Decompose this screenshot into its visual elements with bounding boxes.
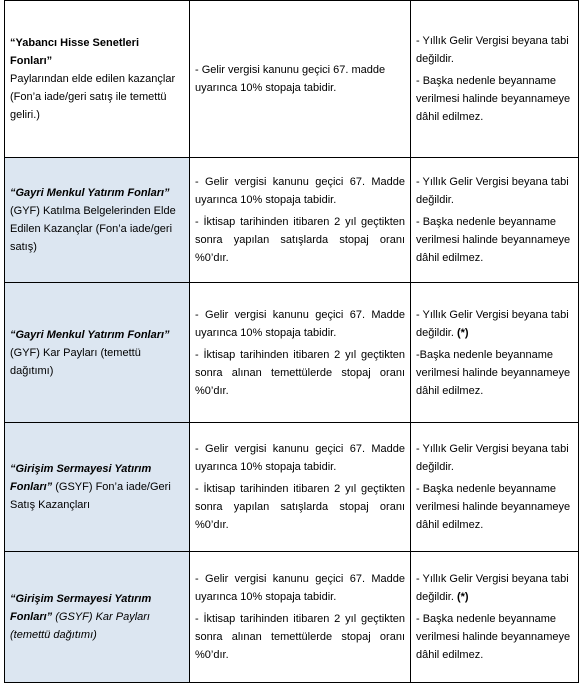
fund-description: (GSYF) Fon’a iade/Geri Satış Kazançları [10, 481, 171, 511]
fund-description: Paylarından elde edilen kazançlar (Fon’a iade/geri satış ile temettü geliri.) [10, 73, 176, 121]
fund-title: “Gayri Menkul Yatırım Fonları” [10, 328, 170, 341]
withholding-text: - Gelir vergisi kanunu geçici 67. Madde uyarınca 10% stopaja tabidir. [195, 176, 405, 206]
declaration-text: - Yıllık Gelir Vergisi beyana tabi değildir. [416, 443, 569, 473]
declaration-cell [411, 552, 579, 683]
declaration-text: - Başka nedenle beyanname verilmesi halinde beyannameye dâhil edilmez. [416, 75, 571, 123]
table-row [5, 423, 579, 552]
declaration-cell [411, 423, 579, 552]
fund-type-cell [5, 1, 190, 158]
declaration-text: - Yıllık Gelir Vergisi beyana tabi değildir. [416, 35, 569, 65]
declaration-text: - Başka nedenle beyanname verilmesi halinde beyannameye dâhil edilmez. [416, 216, 571, 264]
table-row [5, 158, 579, 283]
withholding-cell [190, 158, 411, 283]
fund-title: “Girişim Sermayesi Yatırım Fonları” [10, 593, 152, 623]
table-row [5, 1, 579, 158]
withholding-cell [190, 423, 411, 552]
footnote-marker: (*) [456, 326, 469, 339]
withholding-cell [190, 283, 411, 423]
fund-type-cell [5, 552, 190, 683]
declaration-text [416, 306, 573, 342]
declaration-main: - Yıllık Gelir Vergisi beyana tabi değildir. [416, 308, 569, 339]
withholding-text: - Gelir vergisi kanunu geçici 67. madde uyarınca 10% stopaja tabidir. [195, 64, 386, 94]
declaration-text: - Başka nedenle beyanname verilmesi halinde beyannameye dâhil edilmez. [416, 613, 571, 661]
declaration-text: - Yıllık Gelir Vergisi beyana tabi değildir. [416, 176, 569, 206]
withholding-text: - İktisap tarihinden itibaren 2 yıl geçtikten sonra alınan temettülerde stopaj oranı %0’dır. [195, 348, 405, 397]
fund-type-cell [5, 423, 190, 552]
fund-title: “Yabancı Hisse Senetleri Fonları” [10, 37, 140, 67]
withholding-text: - İktisap tarihinden itibaren 2 yıl geçtikten sonra alınan temettülerde stopaj oranı %0’dır. [195, 613, 405, 661]
fund-title: “Girişim Sermayesi Yatırım Fonları” [10, 463, 152, 493]
fund-tax-table [4, 0, 579, 683]
withholding-text: - Gelir vergisi kanunu geçici 67. Madde uyarınca 10% stopaja tabidir. [195, 308, 405, 339]
declaration-main: - Yıllık Gelir Vergisi beyana tabi değildir. [416, 573, 569, 603]
fund-description: (GSYF) Kar Payları (temettü dağıtımı) [10, 611, 150, 641]
declaration-text: -Başka nedenle beyanname verilmesi halinde beyannameye dâhil edilmez. [416, 348, 571, 397]
withholding-text: - Gelir vergisi kanunu geçici 67. Madde uyarınca 10% stopaja tabidir. [195, 573, 405, 603]
withholding-cell [190, 1, 411, 158]
withholding-text: - Gelir vergisi kanunu geçici 67. Madde uyarınca 10% stopaja tabidir. [195, 443, 405, 473]
table-row [5, 283, 579, 423]
fund-description: (GYF) Katılma Belgelerinden Elde Edilen Kazançlar (Fon’a iade/geri satış) [10, 205, 176, 253]
table-row [5, 552, 579, 683]
fund-description: (GYF) Kar Payları (temettü dağıtımı) [10, 346, 141, 377]
withholding-text: - İktisap tarihinden itibaren 2 yıl geçtikten sonra yapılan satışlarda stopaj oranı %0’dır. [195, 483, 405, 531]
declaration-cell [411, 1, 579, 158]
declaration-text: - Başka nedenle beyanname verilmesi halinde beyannameye dâhil edilmez. [416, 483, 571, 531]
withholding-cell [190, 552, 411, 683]
withholding-text: - İktisap tarihinden itibaren 2 yıl geçtikten sonra yapılan satışlarda stopaj oranı %0’dır. [195, 216, 405, 264]
declaration-text [416, 570, 573, 606]
footnote-marker: (*) [456, 591, 469, 603]
fund-type-cell [5, 158, 190, 283]
fund-title: “Gayri Menkul Yatırım Fonları” [10, 187, 170, 199]
declaration-cell [411, 158, 579, 283]
declaration-cell [411, 283, 579, 423]
fund-type-cell [5, 283, 190, 423]
